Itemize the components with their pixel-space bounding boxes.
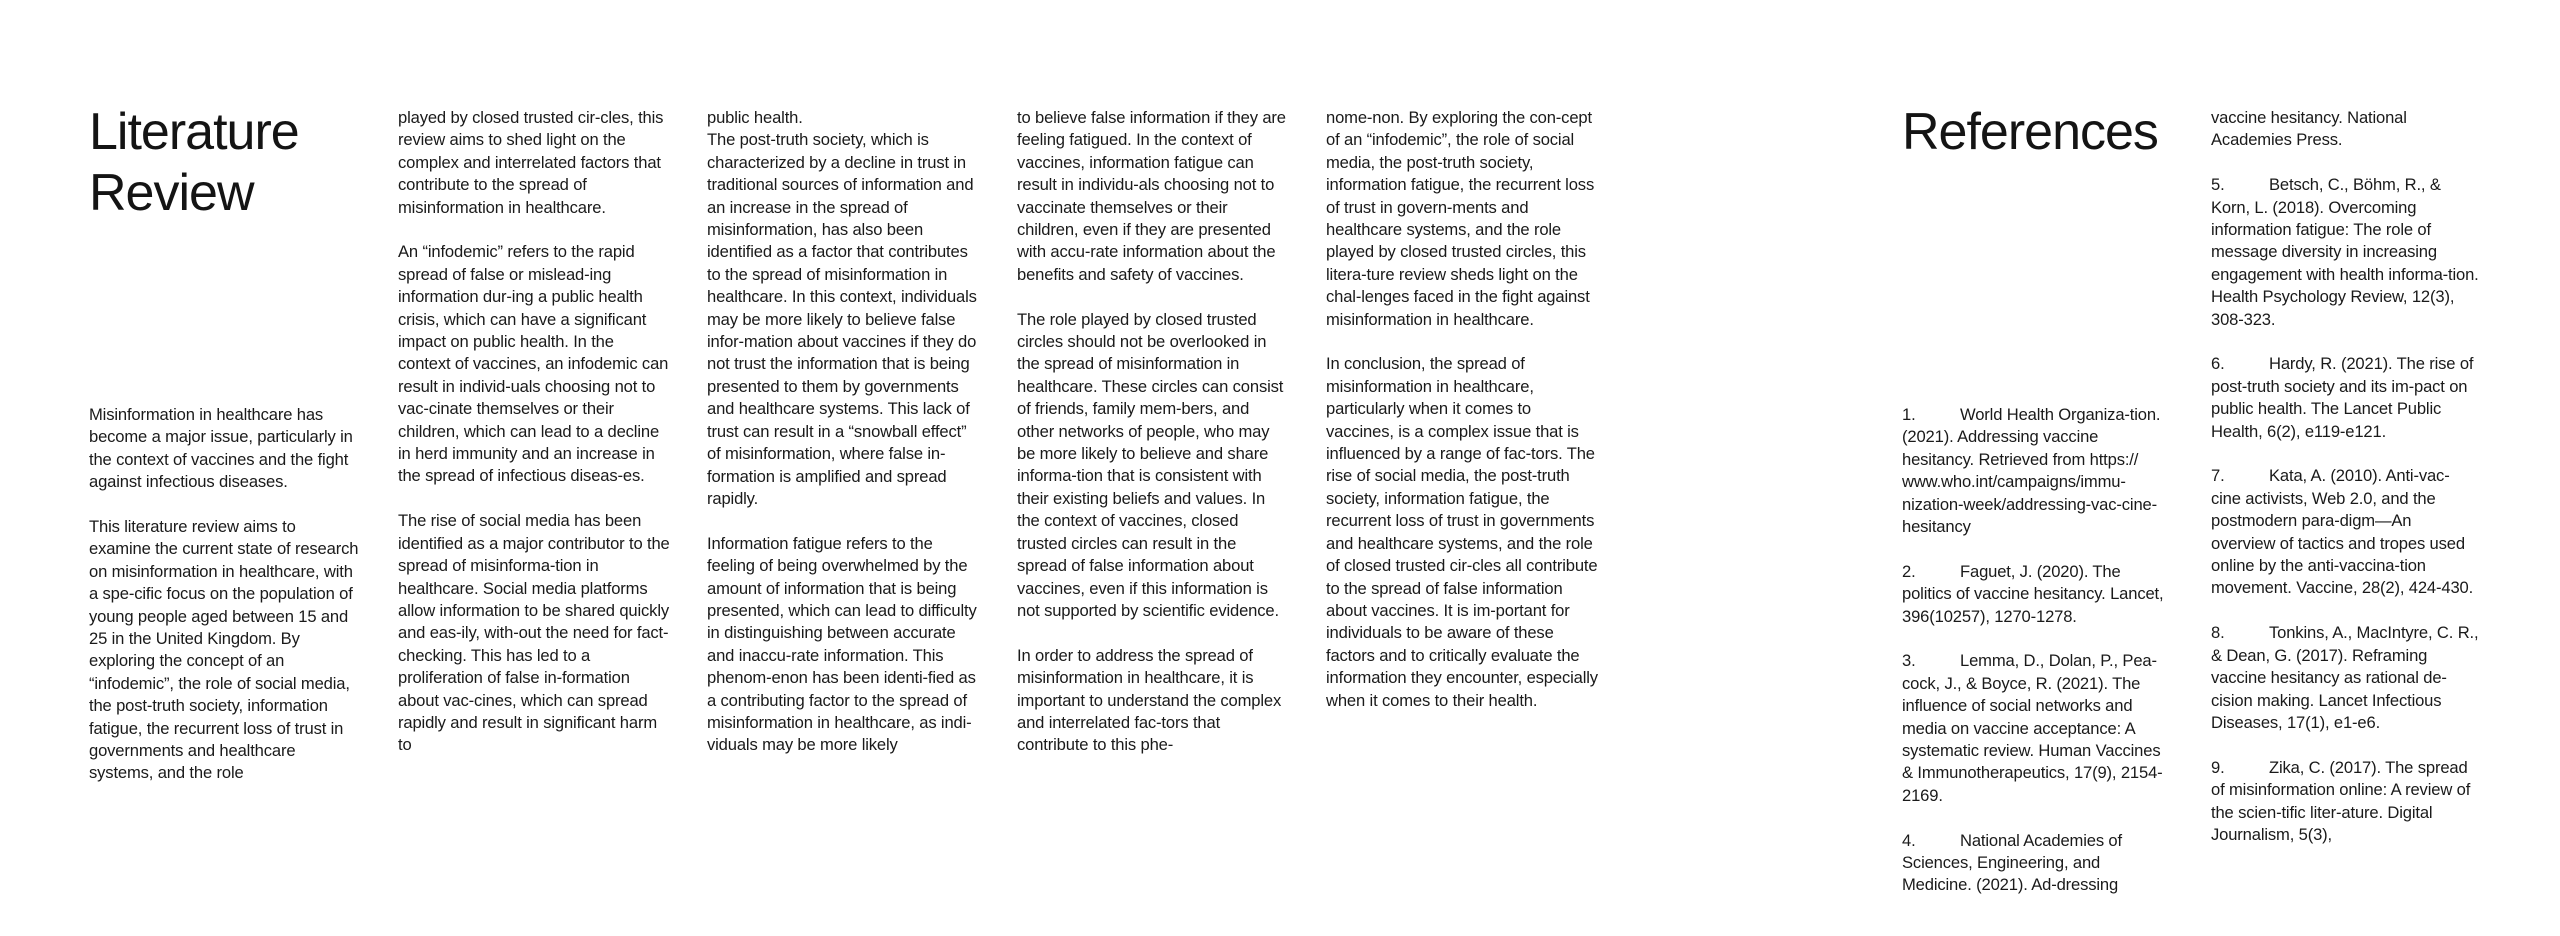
reference-number: 9. xyxy=(2211,757,2225,777)
lit-column-4 xyxy=(1017,107,1289,757)
reference-number: 7. xyxy=(2211,466,2225,486)
reference-text: Tonkins, A., MacIntyre, C. R., & Dean, G. (2017). Reframing vaccine hesitancy as rational de-cision making. Lancet Infectious Diseases, 17(1), e1-e6. xyxy=(2211,623,2479,732)
lit-paragraph: In order to address the spread of misinformation in healthcare, it is important to understand the complex and interrelated fac-tors that contribute to this phe- xyxy=(1017,645,1282,755)
reference-text: Zika, C. (2017). The spread of misinformation online: A review of the scien-tific liter-ature. Digital Journalism, 5(3), xyxy=(2211,757,2471,844)
reference-number: 3. xyxy=(1902,651,1916,671)
references-column-1 xyxy=(1902,404,2170,919)
reference-continuation: vaccine hesitancy. National Academies Press. xyxy=(2211,108,2407,150)
lit-paragraph: nome-non. By exploring the con-cept of an “infodemic”, the role of social media, the post-truth society, information fatigue, the recurrent loss of trust in govern-ments and healthcare systems, and the role played by closed trusted circles, this litera-ture review sheds light on the chal-lenges faced in the fight against misinformation in healthcare. xyxy=(1326,108,1595,329)
lit-paragraph: Misinformation in healthcare has become a major issue, particularly in the context of vaccines and the fight against infectious diseases. xyxy=(89,405,353,492)
reference-item xyxy=(2211,465,2479,599)
reference-number: 5. xyxy=(2211,175,2225,195)
reference-text: Betsch, C., Böhm, R., & Korn, L. (2018). Overcoming information fatigue: The role of message diversity in increasing engagement with health informa-tion. Health Psychology Review, 12(3), 308-323. xyxy=(2211,175,2479,329)
lit-column-5 xyxy=(1326,107,1598,712)
reference-number: 4. xyxy=(1902,830,1916,850)
lit-paragraph: The post-truth society, which is characterized by a decline in trust in traditional sources of information and an increase in the spread of misinformation, has also been identified as a factor that contributes to the spread of misinformation in healthcare. In this context, individuals may be more likely to believe false infor-mation about vaccines if they do not trust the information that is being presented to them by governments and healthcare systems. This lack of trust can result in a “snowball effect” of misinformation, where false in-formation is amplified and spread rapidly. xyxy=(707,130,977,508)
reference-item xyxy=(1902,650,2170,807)
reference-text: Faguet, J. (2020). The politics of vaccine hesitancy. Lancet, 396(10257), 1270-1278. xyxy=(1902,561,2164,626)
reference-text: Lemma, D., Dolan, P., Pea-cock, J., & Boyce, R. (2021). The influence of social networks and media on vaccine acceptance: A systematic review. Human Vaccines & Immunotherapeutics, 17(9), 2154-2169. xyxy=(1902,651,2163,805)
reference-item xyxy=(1902,404,2170,538)
reference-text: Hardy, R. (2021). The rise of post-truth society and its im-pact on public health. The Lancet Public Health, 6(2), e119-e121. xyxy=(2211,354,2474,441)
lit-paragraph: An “infodemic” refers to the rapid spread of false or mislead-ing information dur-ing a public health crisis, which can have a significant impact on public health. In the context of vaccines, an infodemic can result in individ-uals choosing not to vac-cinate themselves or their children, which can lead to a decline in herd immunity and an increase in the spread of infectious diseas-es. xyxy=(398,242,669,486)
reference-number: 6. xyxy=(2211,354,2225,374)
lit-column-3 xyxy=(707,107,979,757)
lit-paragraph: public health. xyxy=(707,108,803,127)
reference-item xyxy=(2211,622,2479,734)
reference-item xyxy=(2211,174,2479,331)
reference-text: National Academies of Sciences, Engineering, and Medicine. (2021). Ad-dressing xyxy=(1902,830,2122,895)
lit-paragraph: Information fatigue refers to the feeling of being overwhelmed by the amount of information that is being presented, which can lead to difficulty in distinguishing between accurate and inaccu-rate information. This phenom-enon has been identi-fied as a contributing factor to the spread of misinformation in healthcare, as indi-viduals may be more likely xyxy=(707,533,977,755)
lit-paragraph: This literature review aims to examine the current state of research on misinformation in healthcare, with a spe-cific focus on the population of young people aged between 15 and 25 in the United Kingdom. By exploring the concept of an “infodemic”, the role of social media, the post-truth society, information fatigue, the recurrent loss of trust in governments and healthcare systems, and the role xyxy=(89,517,359,783)
reference-number: 2. xyxy=(1902,561,1916,581)
lit-column-2 xyxy=(398,107,670,757)
lit-paragraph: In conclusion, the spread of misinformation in healthcare, particularly when it comes to vaccines, is a complex issue that is influenced by a range of fac-tors. The rise of social media, the post-truth society, information fatigue, the recurrent loss of trust in governments and healthcare systems, and the role of closed trusted cir-cles all contribute to the spread of false information about vaccines. It is im-portant for individuals to be aware of these factors and to critically evaluate the information they encounter, especially when it comes to their health. xyxy=(1326,354,1598,710)
references-title: References xyxy=(1902,103,2158,161)
lit-paragraph: The role played by closed trusted circles should not be overlooked in the spread of misinformation in healthcare. These circles can consist of friends, family mem-bers, and other networks of people, who may be more likely to believe and share informa-tion that is consistent with their existing beliefs and values. In the context of vaccines, closed trusted circles can result in the spread of false information about vaccines, even if this information is not supported by scientific evidence. xyxy=(1017,309,1284,620)
reference-item xyxy=(2211,353,2479,443)
lit-paragraph: The rise of social media has been identified as a major contributor to the spread of misinforma-tion in healthcare. Social media platforms allow information to be shared quickly and eas-ily, with-out the need for fact-checking. This has led to a proliferation of false in-formation about vac-cines, which can spread rapidly and result in significant harm to xyxy=(398,511,670,755)
reference-item xyxy=(1902,830,2170,897)
reference-item xyxy=(1902,561,2170,628)
reference-number: 8. xyxy=(2211,623,2225,643)
reference-number: 1. xyxy=(1902,405,1916,424)
reference-item xyxy=(2211,757,2479,847)
literature-review-title: Literature Review xyxy=(89,103,299,222)
references-column-2 xyxy=(2211,107,2479,869)
lit-paragraph: played by closed trusted cir-cles, this review aims to shed light on the complex and interrelated factors that contribute to the spread of misinformation in healthcare. xyxy=(398,108,664,217)
lit-paragraph: to believe false information if they are feeling fatigued. In the context of vaccines, information fatigue can result in individu-als choosing not to vaccinate themselves or their children, even if they are presented with accu-rate information about the benefits and safety of vaccines. xyxy=(1017,108,1286,284)
reference-text: World Health Organiza-tion. (2021). Addressing vaccine hesitancy. Retrieved from https:// www.who.int/campaigns/immu-nization-week/addressing-vac-cine-hesitancy xyxy=(1902,405,2161,537)
reference-text: Kata, A. (2010). Anti-vac-cine activists, Web 2.0, and the postmodern para-digm—An overview of tactics and tropes used online by the anti-vaccina-tion movement. Vaccine, 28(2), 424-430. xyxy=(2211,466,2474,598)
lit-column-1 xyxy=(89,404,361,785)
